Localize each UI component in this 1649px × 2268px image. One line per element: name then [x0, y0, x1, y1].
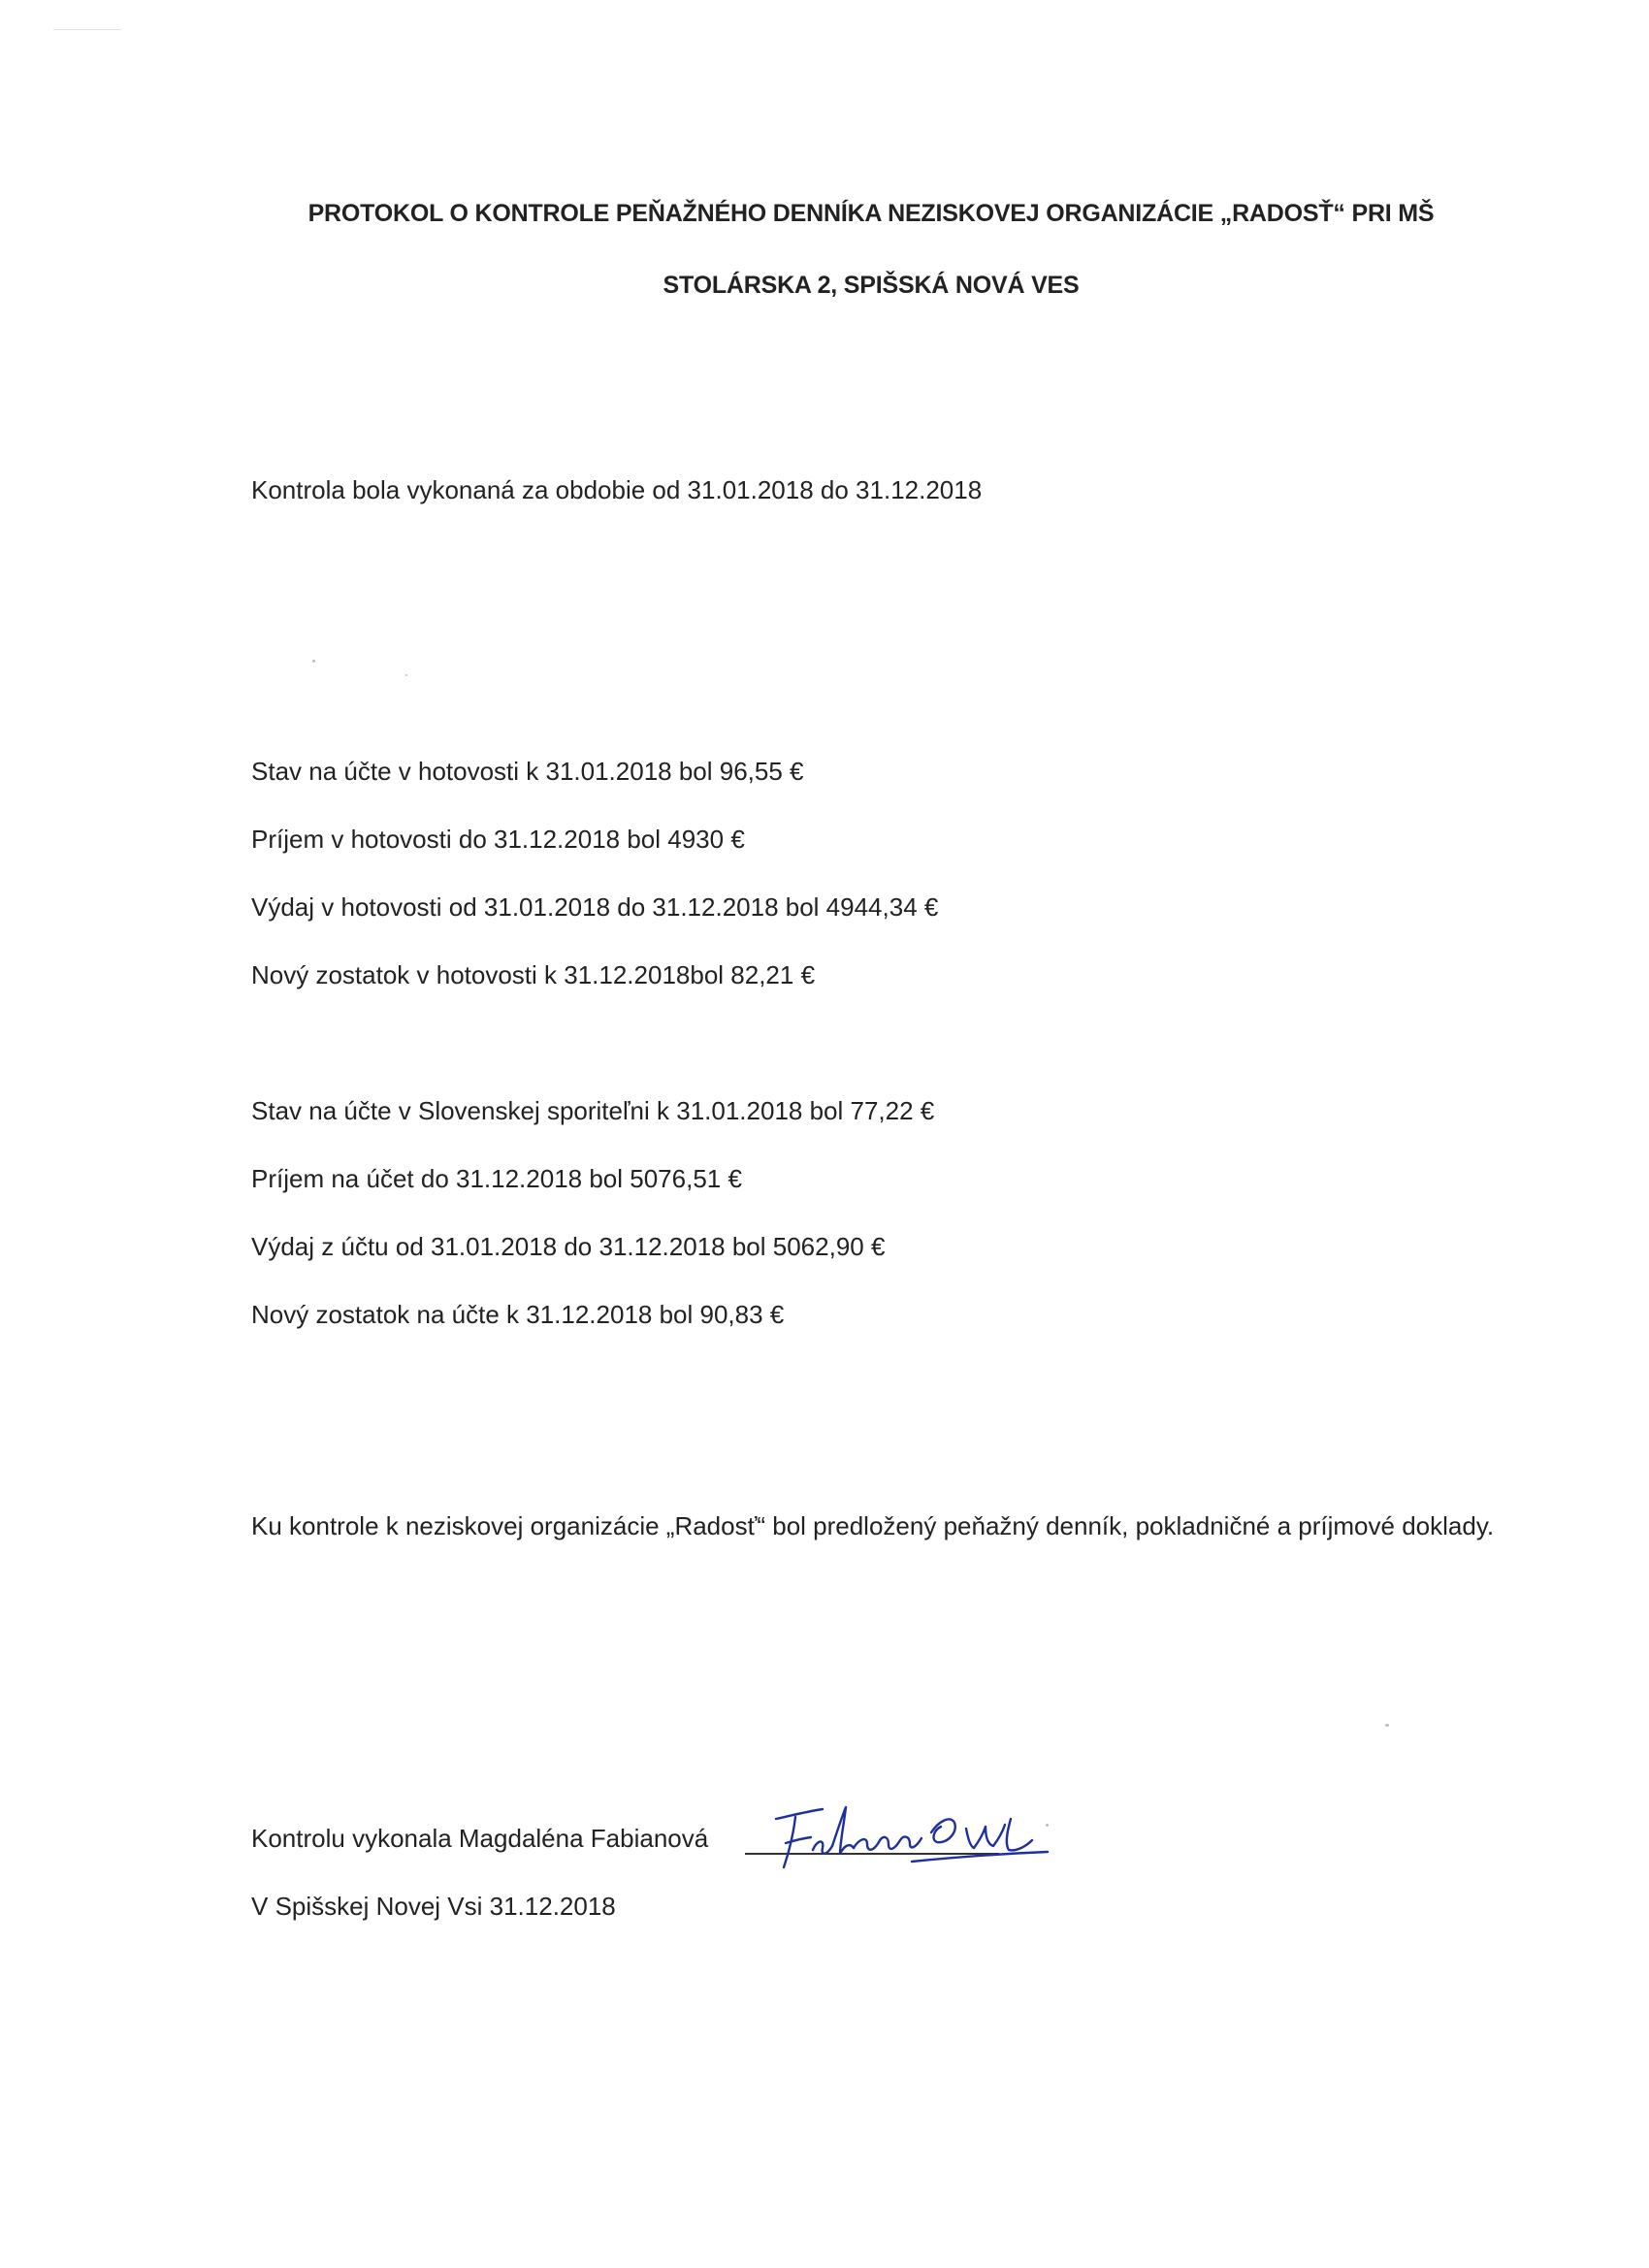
scan-speck	[405, 674, 407, 676]
documents-statement: Ku kontrole k neziskovej organizácie „Radosť“ bol predložený peňažný denník, pokladničné a príjmové doklady.	[251, 1511, 1495, 1540]
place-and-date: V Spišskej Novej Vsi 31.12.2018	[251, 1892, 616, 1921]
handwritten-signature	[766, 1790, 1057, 1877]
document-title-line-1: PROTOKOL O KONTROLE PEŇAŽNÉHO DENNÍKA NEZISKOVEJ ORGANIZÁCIE „RADOSŤ“ PRI MŠ	[307, 200, 1435, 227]
cash-income: Príjem v hotovosti do 31.12.2018 bol 4930 €	[251, 825, 745, 854]
document-title-line-2: STOLÁRSKA 2, SPIŠSKÁ NOVÁ VES	[663, 272, 1080, 299]
bank-opening-balance: Stav na účte v Slovenskej sporiteľni k 31.01.2018 bol 77,22 €	[251, 1096, 935, 1125]
cash-opening-balance: Stav na účte v hotovosti k 31.01.2018 bol 96,55 €	[251, 757, 804, 786]
scan-artifact-line	[53, 29, 121, 30]
cash-closing-balance: Nový zostatok v hotovosti k 31.12.2018bol 82,21 €	[251, 960, 816, 989]
bank-income: Príjem na účet do 31.12.2018 bol 5076,51 €	[251, 1164, 742, 1193]
signature-label: Kontrolu vykonala Magdaléna Fabianová	[251, 1824, 709, 1853]
period-statement: Kontrola bola vykonaná za obdobie od 31.01.2018 do 31.12.2018	[251, 475, 983, 504]
bank-closing-balance: Nový zostatok na účte k 31.12.2018 bol 90,83 €	[251, 1300, 785, 1329]
bank-expense: Výdaj z účtu od 31.01.2018 do 31.12.2018 bol 5062,90 €	[251, 1232, 886, 1261]
scan-speck	[312, 660, 315, 663]
cash-expense: Výdaj v hotovosti od 31.01.2018 do 31.12.2018 bol 4944,34 €	[251, 892, 939, 922]
scan-speck	[1385, 1724, 1389, 1727]
